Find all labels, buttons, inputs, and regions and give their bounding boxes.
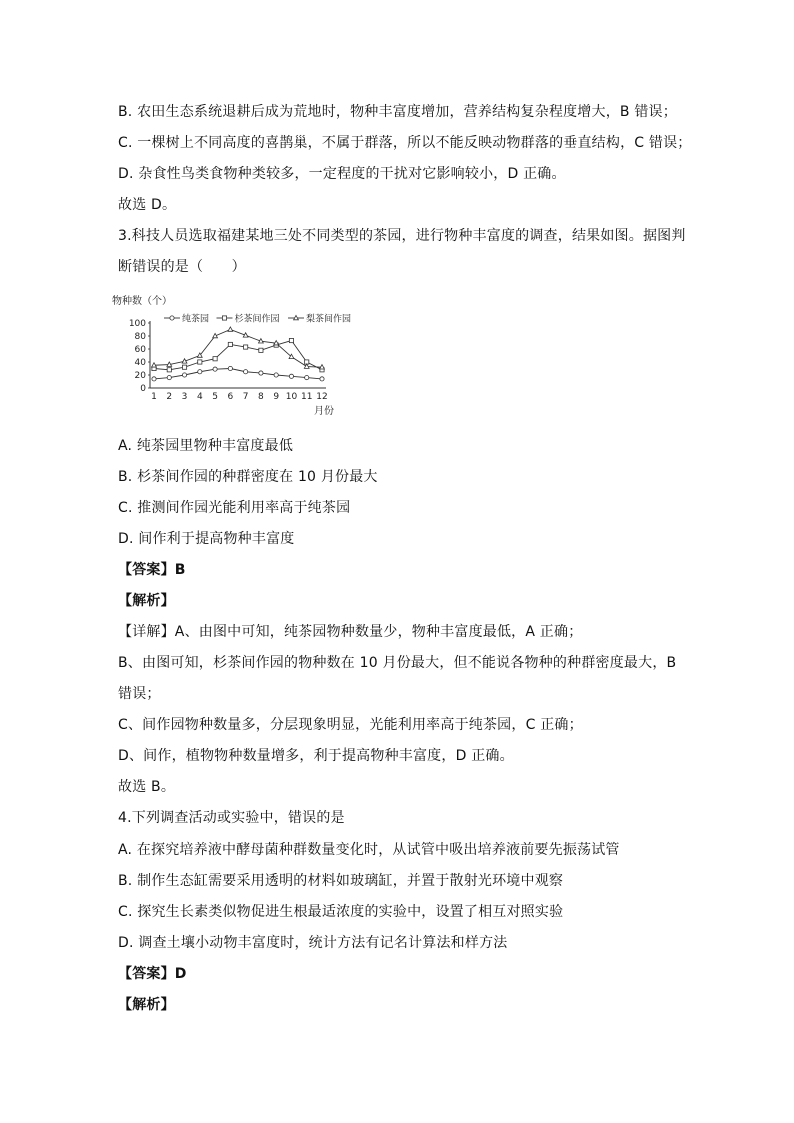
x-axis-title: 月份 (314, 406, 334, 417)
q3-detail-1: 【详解】A、由图中可知，纯茶园物种数量少，物种丰富度最低，A 正确； (118, 624, 583, 640)
x-tick-label: 7 (242, 392, 249, 402)
q3-option-b: B. 杉茶间作园的种群密度在 10 月份最大 (118, 469, 378, 485)
data-point (222, 316, 226, 320)
q3-answer: 【答案】B (118, 562, 186, 578)
x-tick-label: 9 (273, 392, 280, 402)
x-tick-label: 12 (316, 392, 328, 402)
prev-option-b: B. 农田生态系统退耕后成为荒地时，物种丰富度增加，营养结构复杂程度增大，B 错误； (118, 104, 677, 120)
x-tick-label: 10 (285, 392, 298, 402)
data-point (289, 338, 293, 342)
data-point (167, 368, 171, 372)
q3-option-c: C. 推测间作园光能利用率高于纯茶园 (118, 500, 351, 516)
prev-option-d: D. 杂食性鸟类食物种类较多，一定程度的干扰对它影响较小，D 正确。 (118, 166, 566, 182)
data-point (274, 373, 278, 377)
x-tick-label: 1 (151, 392, 157, 402)
prev-conclusion: 故选 D。 (118, 197, 177, 213)
data-point (182, 365, 186, 369)
chart-legend (164, 313, 351, 325)
series-line (154, 369, 322, 379)
data-point (213, 367, 217, 371)
q4-analysis-label: 【解析】 (118, 997, 175, 1013)
q4-option-c: C. 探究生长素类似物促进生根最适浓度的实验中，设置了相互对照实验 (118, 904, 564, 920)
y-tick-label: 0 (140, 384, 146, 394)
q4-answer: 【答案】D (118, 966, 187, 982)
y-tick-label: 40 (134, 358, 146, 368)
x-tick-label: 4 (196, 392, 203, 402)
data-point (213, 357, 217, 361)
q3-detail-2b: 错误； (118, 686, 161, 702)
y-tick-label: 100 (128, 319, 146, 329)
y-tick-label: 60 (134, 345, 146, 355)
data-point (228, 342, 232, 346)
chart-series (152, 327, 325, 381)
data-point (228, 327, 233, 331)
q4-option-a: A. 在探究培养液中酵母菌种群数量变化时，从试管中吸出培养液前要先振荡试管 (118, 842, 620, 858)
data-point (198, 370, 202, 374)
q3-stem-line2: 断错误的是（ ） (118, 259, 246, 275)
legend-label: 纯茶园 (182, 314, 210, 325)
data-point (320, 377, 324, 381)
data-point (259, 371, 263, 375)
q3-option-d: D. 间作利于提高物种丰富度 (118, 531, 295, 547)
data-point (304, 364, 309, 368)
legend-label: 杉茶间作园 (234, 314, 280, 325)
x-tick-label: 3 (181, 392, 188, 402)
data-point (198, 360, 202, 364)
species-count-chart (112, 290, 352, 420)
q4-option-b: B. 制作生态缸需要采用透明的材料如玻璃缸，并置于散射光环境中观察 (118, 873, 564, 889)
q3-detail-2a: B、由图可知，杉茶间作园的物种数在 10 月份最大，但不能说各物种的种群密度最大，B (118, 655, 677, 671)
data-point (244, 370, 248, 374)
series-line (154, 341, 322, 370)
q3-stem-line1: 3.科技人员选取福建某地三处不同类型的茶园，进行物种丰富度的调查，结果如图。据图判 (118, 228, 686, 244)
q3-detail-3: C、间作园物种数量多，分层现象明显，光能利用率高于纯茶园，C 正确； (118, 717, 583, 733)
q3-option-a: A. 纯茶园里物种丰富度最低 (118, 438, 294, 454)
y-tick-label: 20 (134, 371, 146, 381)
x-tick-label: 8 (258, 392, 264, 402)
data-point (305, 376, 309, 380)
data-point (289, 374, 293, 378)
q3-conclusion: 故选 B。 (118, 779, 176, 795)
data-point (244, 345, 248, 349)
y-tick-label: 80 (134, 332, 146, 342)
data-point (259, 348, 263, 352)
y-axis-title: 物种数（个） (112, 296, 172, 307)
x-tick-label: 2 (166, 392, 173, 402)
q3-detail-4: D、间作，植物物种数量增多，利于提高物种丰富度，D 正确。 (118, 748, 514, 764)
x-tick-label: 6 (227, 392, 234, 402)
x-tick-label: 11 (301, 392, 313, 402)
data-point (170, 316, 174, 320)
data-point (152, 377, 156, 381)
data-point (228, 366, 232, 370)
x-tick-label: 5 (212, 392, 218, 402)
q3-analysis-label: 【解析】 (118, 593, 175, 609)
data-point (167, 376, 171, 380)
prev-option-c: C. 一棵树上不同高度的喜鹊巢，不属于群落，所以不能反映动物群落的垂直结构，C 错误； (118, 135, 692, 151)
data-point (182, 373, 186, 377)
q4-option-d: D. 调查土壤小动物丰富度时，统计方法有记名计算法和样方法 (118, 935, 508, 951)
legend-label: 梨茶间作园 (306, 314, 352, 325)
q4-stem: 4.下列调查活动或实验中，错误的是 (118, 810, 345, 826)
